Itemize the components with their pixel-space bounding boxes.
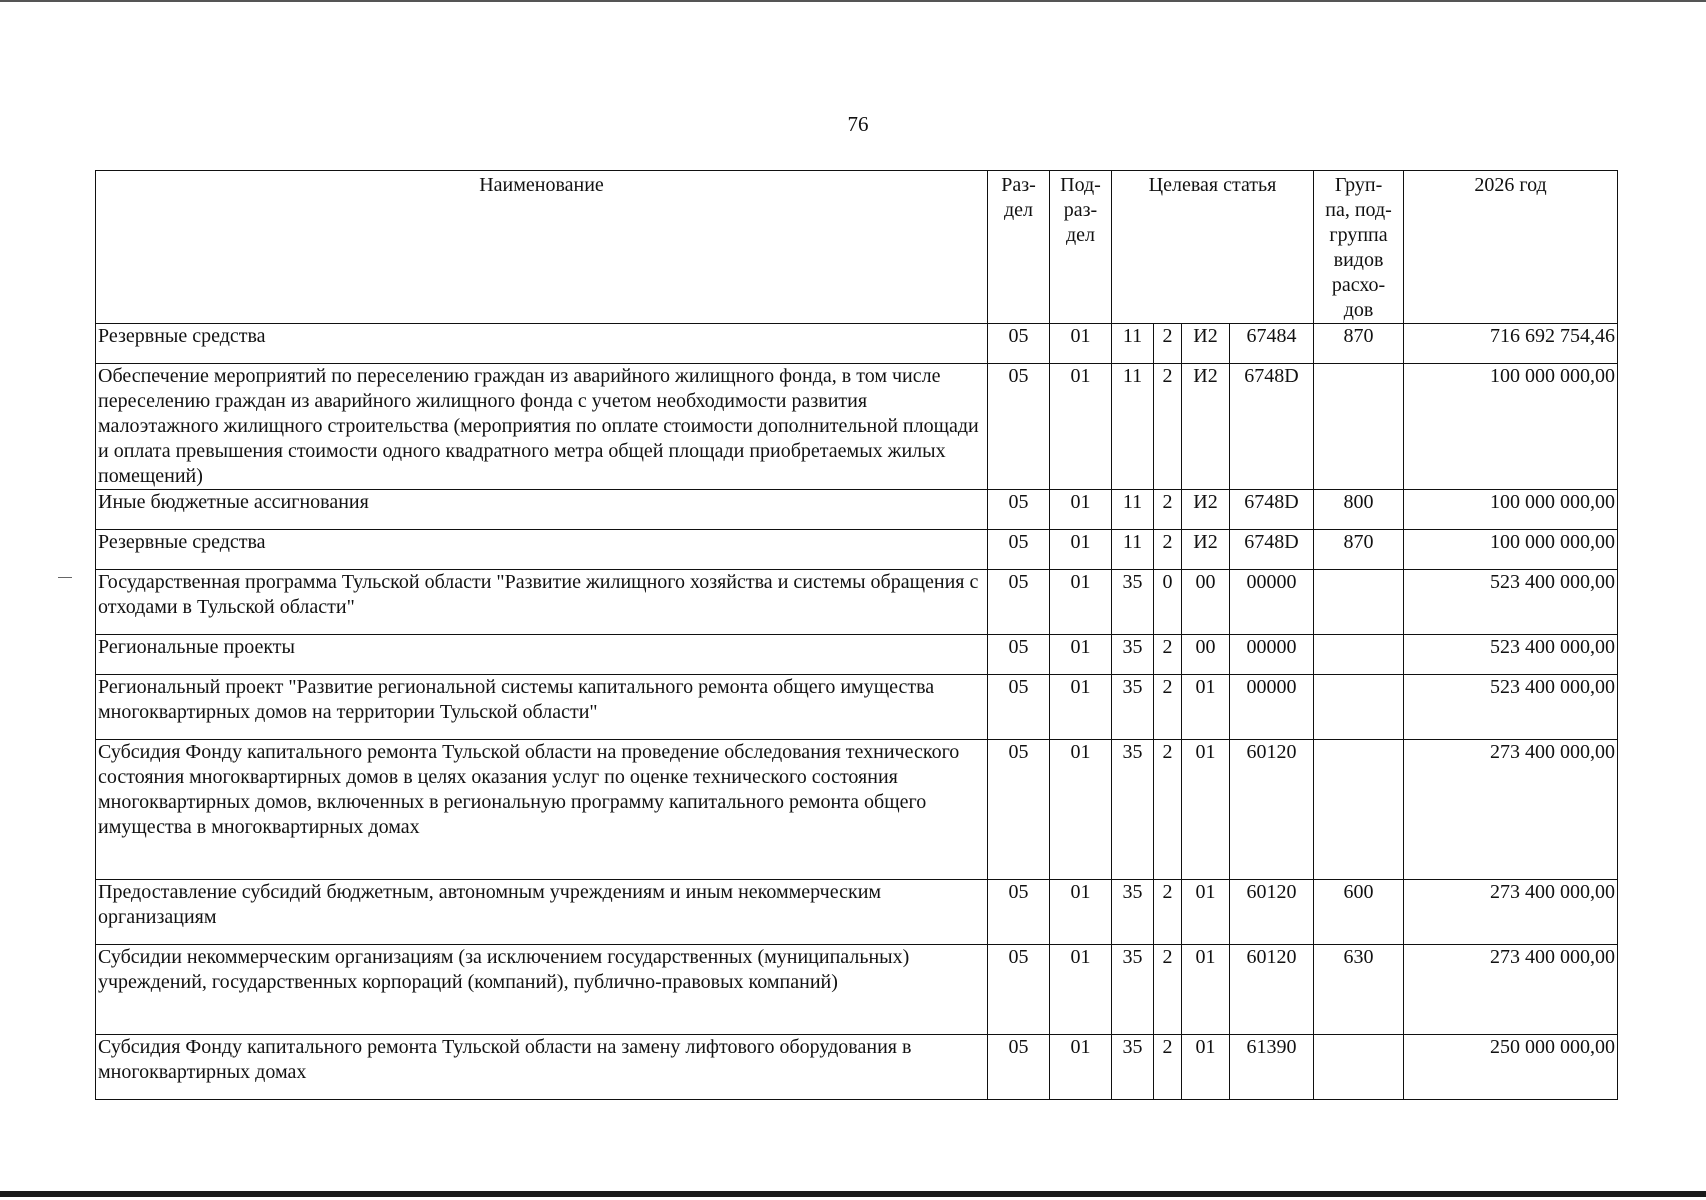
- row-razdel: 05: [988, 530, 1050, 570]
- table-body: [96, 324, 1618, 1100]
- table-row: [96, 364, 1618, 490]
- row-direction-code: 01: [1182, 675, 1230, 740]
- table-row: [96, 880, 1618, 945]
- row-group-code: [1314, 570, 1404, 635]
- row-program-code: 11: [1112, 364, 1154, 490]
- row-subprogram-code: 2: [1154, 880, 1182, 945]
- row-name: Иные бюджетные ассигнования: [96, 490, 988, 530]
- row-name: Предоставление субсидий бюджетным, автономным учреждениям и иным некоммерческим организациям: [96, 880, 988, 945]
- row-program-code: 35: [1112, 740, 1154, 880]
- row-expense-code: 6748D: [1230, 530, 1314, 570]
- table-header-row: [96, 171, 1618, 324]
- row-podrazdel: 01: [1050, 364, 1112, 490]
- row-group-code: [1314, 740, 1404, 880]
- row-direction-code: 01: [1182, 1035, 1230, 1100]
- row-razdel: 05: [988, 635, 1050, 675]
- row-amount-2026: 523 400 000,00: [1404, 570, 1618, 635]
- header-2026-year: 2026 год: [1404, 171, 1618, 324]
- row-direction-code: 00: [1182, 635, 1230, 675]
- row-program-code: 35: [1112, 570, 1154, 635]
- scan-margin-mark: [58, 577, 72, 578]
- row-program-code: 35: [1112, 880, 1154, 945]
- row-subprogram-code: 2: [1154, 635, 1182, 675]
- row-direction-code: И2: [1182, 530, 1230, 570]
- row-subprogram-code: 2: [1154, 530, 1182, 570]
- table-row: [96, 635, 1618, 675]
- row-program-code: 11: [1112, 490, 1154, 530]
- row-razdel: 05: [988, 740, 1050, 880]
- row-name: Субсидия Фонду капитального ремонта Тульской области на проведение обследования технического состояния многоквартирных домов в целях оказания услуг по оценке технического состояния многоквартирных домов, включенных в региональную программу капитального ремонта общего имущества в многоквартирных домах: [96, 740, 988, 880]
- row-subprogram-code: 2: [1154, 740, 1182, 880]
- row-razdel: 05: [988, 324, 1050, 364]
- row-razdel: 05: [988, 1035, 1050, 1100]
- row-program-code: 35: [1112, 945, 1154, 1035]
- row-name: Региональные проекты: [96, 635, 988, 675]
- table-row: [96, 530, 1618, 570]
- row-direction-code: И2: [1182, 324, 1230, 364]
- row-direction-code: И2: [1182, 490, 1230, 530]
- row-expense-code: 00000: [1230, 675, 1314, 740]
- row-amount-2026: 273 400 000,00: [1404, 945, 1618, 1035]
- row-expense-code: 6748D: [1230, 364, 1314, 490]
- row-name: Государственная программа Тульской области "Развитие жилищного хозяйства и системы обращения с отходами в Тульской области": [96, 570, 988, 635]
- row-subprogram-code: 2: [1154, 1035, 1182, 1100]
- row-name: Субсидия Фонду капитального ремонта Тульской области на замену лифтового оборудования в многоквартирных домах: [96, 1035, 988, 1100]
- row-amount-2026: 273 400 000,00: [1404, 740, 1618, 880]
- table-row: [96, 740, 1618, 880]
- row-subprogram-code: 2: [1154, 324, 1182, 364]
- table-row: [96, 1035, 1618, 1100]
- row-group-code: [1314, 1035, 1404, 1100]
- row-podrazdel: 01: [1050, 675, 1112, 740]
- row-name: Обеспечение мероприятий по переселению граждан из аварийного жилищного фонда, в том числе переселению граждан из аварийного жилищного фонда с учетом необходимости развития малоэтажного жилищного строительства (мероприятия по оплате стоимости дополнительной площади и оплата превышения стоимости одного квадратного метра общей площади приобретаемых жилых помещений): [96, 364, 988, 490]
- row-podrazdel: 01: [1050, 530, 1112, 570]
- row-program-code: 11: [1112, 324, 1154, 364]
- scan-bottom-edge: [0, 1191, 1706, 1197]
- row-expense-code: 67484: [1230, 324, 1314, 364]
- table-row: [96, 324, 1618, 364]
- row-amount-2026: 100 000 000,00: [1404, 530, 1618, 570]
- row-podrazdel: 01: [1050, 635, 1112, 675]
- row-podrazdel: 01: [1050, 880, 1112, 945]
- row-expense-code: 60120: [1230, 880, 1314, 945]
- row-podrazdel: 01: [1050, 740, 1112, 880]
- row-name: Резервные средства: [96, 324, 988, 364]
- table-row: [96, 490, 1618, 530]
- row-program-code: 35: [1112, 1035, 1154, 1100]
- row-expense-code: 61390: [1230, 1035, 1314, 1100]
- row-group-code: 600: [1314, 880, 1404, 945]
- row-name: Региональный проект "Развитие региональной системы капитального ремонта общего имущества многоквартирных домов на территории Тульской области": [96, 675, 988, 740]
- row-expense-code: 6748D: [1230, 490, 1314, 530]
- row-subprogram-code: 2: [1154, 364, 1182, 490]
- row-subprogram-code: 2: [1154, 675, 1182, 740]
- row-group-code: [1314, 675, 1404, 740]
- header-podrazdel: Под- раз- дел: [1050, 171, 1112, 324]
- row-subprogram-code: 2: [1154, 490, 1182, 530]
- row-podrazdel: 01: [1050, 490, 1112, 530]
- budget-table: [95, 170, 1618, 1100]
- scan-top-edge: [0, 0, 1706, 2]
- row-name: Резервные средства: [96, 530, 988, 570]
- row-direction-code: 01: [1182, 945, 1230, 1035]
- row-razdel: 05: [988, 570, 1050, 635]
- row-group-code: 870: [1314, 324, 1404, 364]
- row-direction-code: 00: [1182, 570, 1230, 635]
- row-group-code: 800: [1314, 490, 1404, 530]
- row-amount-2026: 716 692 754,46: [1404, 324, 1618, 364]
- row-direction-code: 01: [1182, 740, 1230, 880]
- row-amount-2026: 523 400 000,00: [1404, 675, 1618, 740]
- row-razdel: 05: [988, 490, 1050, 530]
- row-amount-2026: 523 400 000,00: [1404, 635, 1618, 675]
- row-expense-code: 00000: [1230, 570, 1314, 635]
- header-celevaya-statya: Целевая статья: [1112, 171, 1314, 324]
- row-podrazdel: 01: [1050, 570, 1112, 635]
- row-podrazdel: 01: [1050, 324, 1112, 364]
- table-row: [96, 675, 1618, 740]
- row-subprogram-code: 0: [1154, 570, 1182, 635]
- header-gruppa: Груп- па, под- группа видов расхо- дов: [1314, 171, 1404, 324]
- row-razdel: 05: [988, 675, 1050, 740]
- row-amount-2026: 273 400 000,00: [1404, 880, 1618, 945]
- row-expense-code: 60120: [1230, 945, 1314, 1035]
- row-expense-code: 60120: [1230, 740, 1314, 880]
- row-direction-code: 01: [1182, 880, 1230, 945]
- row-amount-2026: 100 000 000,00: [1404, 364, 1618, 490]
- row-direction-code: И2: [1182, 364, 1230, 490]
- page-number: 76: [847, 112, 869, 136]
- row-group-code: [1314, 635, 1404, 675]
- table-row: [96, 945, 1618, 1035]
- row-amount-2026: 100 000 000,00: [1404, 490, 1618, 530]
- row-program-code: 11: [1112, 530, 1154, 570]
- row-podrazdel: 01: [1050, 1035, 1112, 1100]
- row-razdel: 05: [988, 880, 1050, 945]
- row-podrazdel: 01: [1050, 945, 1112, 1035]
- row-group-code: 870: [1314, 530, 1404, 570]
- header-razdel: Раз- дел: [988, 171, 1050, 324]
- row-razdel: 05: [988, 364, 1050, 490]
- row-amount-2026: 250 000 000,00: [1404, 1035, 1618, 1100]
- table-row: [96, 570, 1618, 635]
- row-name: Субсидии некоммерческим организациям (за исключением государственных (муниципальных) учреждений, государственных корпораций (компаний), публично-правовых компаний): [96, 945, 988, 1035]
- row-program-code: 35: [1112, 635, 1154, 675]
- row-program-code: 35: [1112, 675, 1154, 740]
- row-group-code: [1314, 364, 1404, 490]
- row-group-code: 630: [1314, 945, 1404, 1035]
- row-razdel: 05: [988, 945, 1050, 1035]
- row-expense-code: 00000: [1230, 635, 1314, 675]
- header-name: Наименование: [96, 171, 988, 324]
- row-subprogram-code: 2: [1154, 945, 1182, 1035]
